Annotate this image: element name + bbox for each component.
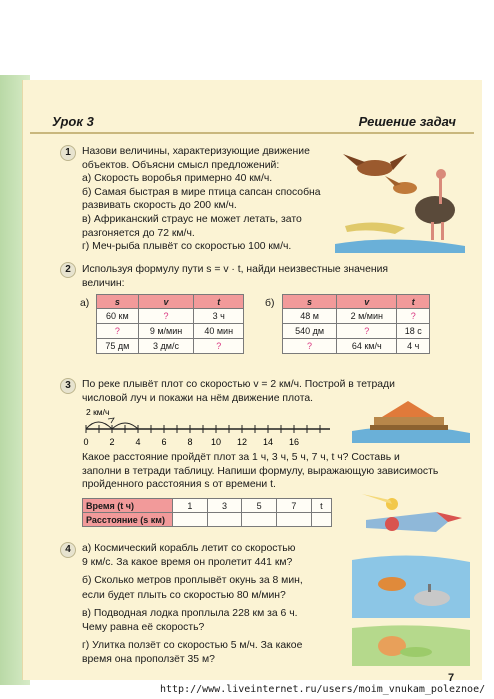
- cell: 3 дм/с: [138, 339, 194, 354]
- cell-unknown: ?: [283, 339, 337, 354]
- arc-label: 2 км/ч: [86, 407, 110, 417]
- table-a: [96, 294, 244, 354]
- task-2-line: Используя формулу пути s = v · t, найди неизвестные значения: [82, 264, 389, 275]
- header-s: s: [97, 295, 139, 309]
- ray-tick-label: 16: [288, 437, 300, 447]
- space-sea-snail-illustration: [352, 488, 470, 666]
- lesson-topic: Решение задач: [358, 114, 456, 129]
- task-1-line: Назови величины, характеризующие движение: [82, 146, 310, 157]
- task-2-number: 2: [60, 262, 76, 278]
- task-3-question-line: заполни в тетради таблицу. Напиши формулу, выражающую зависимость: [82, 465, 439, 477]
- task-4-number: 4: [60, 542, 76, 558]
- cell: 75 дм: [97, 339, 139, 354]
- ray-tick-label: 0: [83, 437, 89, 447]
- cell-unknown: ?: [138, 309, 194, 324]
- header-s: s: [283, 295, 337, 309]
- task-4-line: г) Улитка ползëт со скоростью 5 м/ч. За какое: [82, 640, 303, 652]
- task-4-line: 9 км/с. За какое время он пролетит 441 км?: [82, 557, 293, 569]
- cell: 540 дм: [283, 324, 337, 339]
- cell: 40 мин: [194, 324, 244, 339]
- lesson-header: [30, 112, 474, 134]
- cell: 2 м/мин: [337, 309, 397, 324]
- row-label-distance: Расстояние (s км): [83, 513, 173, 527]
- cell: 9 м/мин: [138, 324, 194, 339]
- task-1-line: разгоняется до 72 км/ч.: [82, 227, 195, 239]
- task-3-question-line: Какое расстояние пройдёт плот за 1 ч, 3 ч, 5 ч, 7 ч, t ч? Составь и: [82, 452, 400, 463]
- task-4-text: [82, 542, 347, 668]
- header-t: t: [397, 295, 430, 309]
- page-number: 7: [448, 672, 455, 684]
- task-1-text: [82, 145, 342, 254]
- cell: 4 ч: [397, 339, 430, 354]
- task-3-line: числовой луч и покажи на нём движение плота.: [82, 392, 314, 404]
- empty-cell: [242, 513, 277, 527]
- cell: 18 с: [397, 324, 430, 339]
- task-4-line: б) Сколько метров проплывёт окунь за 8 мин,: [82, 575, 303, 587]
- header-v: v: [138, 295, 194, 309]
- task-3-line: По реке плывёт плот со скоростью v = 2 км/ч. Построй в тетради: [82, 379, 395, 390]
- task-4-line: а) Космический корабль летит со скоростью: [82, 543, 296, 554]
- ray-tick-label: 6: [161, 437, 167, 447]
- cell: 60 км: [97, 309, 139, 324]
- task-3-question-line: пройденного расстояния s от времени t.: [82, 479, 276, 491]
- lesson-title: Урок 3: [52, 114, 94, 129]
- table-a-label: а): [80, 298, 90, 309]
- cell: 3 ч: [194, 309, 244, 324]
- cell-unknown: ?: [194, 339, 244, 354]
- task-2-text: [82, 263, 472, 290]
- table-b: [282, 294, 430, 354]
- cell: 64 км/ч: [337, 339, 397, 354]
- ray-tick-label: 10: [210, 437, 222, 447]
- raft-illustration: [352, 395, 470, 443]
- ray-tick-label: 2: [109, 437, 115, 447]
- time-cell: 1: [173, 499, 208, 513]
- source-url: http://www.liveinternet.ru/users/moim_vnukam_poleznoe/: [160, 684, 486, 695]
- task-1-line: объектов. Объясни смысл предложений:: [82, 159, 280, 171]
- cell-unknown: ?: [97, 324, 139, 339]
- ray-tick-label: 4: [135, 437, 141, 447]
- time-cell: t: [311, 499, 331, 513]
- empty-cell: [207, 513, 242, 527]
- cell: 48 м: [283, 309, 337, 324]
- empty-cell: [311, 513, 331, 527]
- row-label-time: Время (t ч): [83, 499, 173, 513]
- birds-ostrich-illustration: [335, 148, 465, 253]
- task-4-line: время она проползёт 35 м?: [82, 654, 215, 666]
- time-distance-table: [82, 498, 332, 527]
- ray-tick-label: 14: [262, 437, 274, 447]
- task-4-line: если будет плыть со скоростью 80 м/мин?: [82, 589, 286, 601]
- ray-tick-label: 8: [187, 437, 193, 447]
- table-b-label: б): [265, 298, 275, 309]
- time-cell: 5: [242, 499, 277, 513]
- task-4-line: в) Подводная лодка проплыла 228 км за 6 ч.: [82, 607, 298, 619]
- number-ray: [80, 405, 340, 450]
- task-2-line: величин:: [82, 277, 125, 289]
- task-1-line: а) Скорость воробья примерно 40 км/ч.: [82, 173, 273, 185]
- header-t: t: [194, 295, 244, 309]
- task-3-number: 3: [60, 378, 76, 394]
- ray-tick-labels: [83, 437, 299, 447]
- cell-unknown: ?: [397, 309, 430, 324]
- time-cell: 3: [207, 499, 242, 513]
- task-4-line: Чему равна её скорость?: [82, 622, 205, 634]
- ray-tick-label: 12: [236, 437, 248, 447]
- task-1-number: 1: [60, 145, 76, 161]
- task-3-question: [82, 451, 477, 492]
- empty-cell: [277, 513, 312, 527]
- empty-cell: [173, 513, 208, 527]
- header-v: v: [337, 295, 397, 309]
- task-1-line: б) Самая быстрая в мире птица сапсан способна: [82, 186, 321, 198]
- time-cell: 7: [277, 499, 312, 513]
- task-1-line: развивать скорость до 200 км/ч.: [82, 200, 237, 212]
- task-1-line: в) Африканский страус не может летать, зато: [82, 213, 302, 225]
- task-1-line: г) Меч-рыба плывёт со скоростью 100 км/ч.: [82, 241, 292, 253]
- cell-unknown: ?: [337, 324, 397, 339]
